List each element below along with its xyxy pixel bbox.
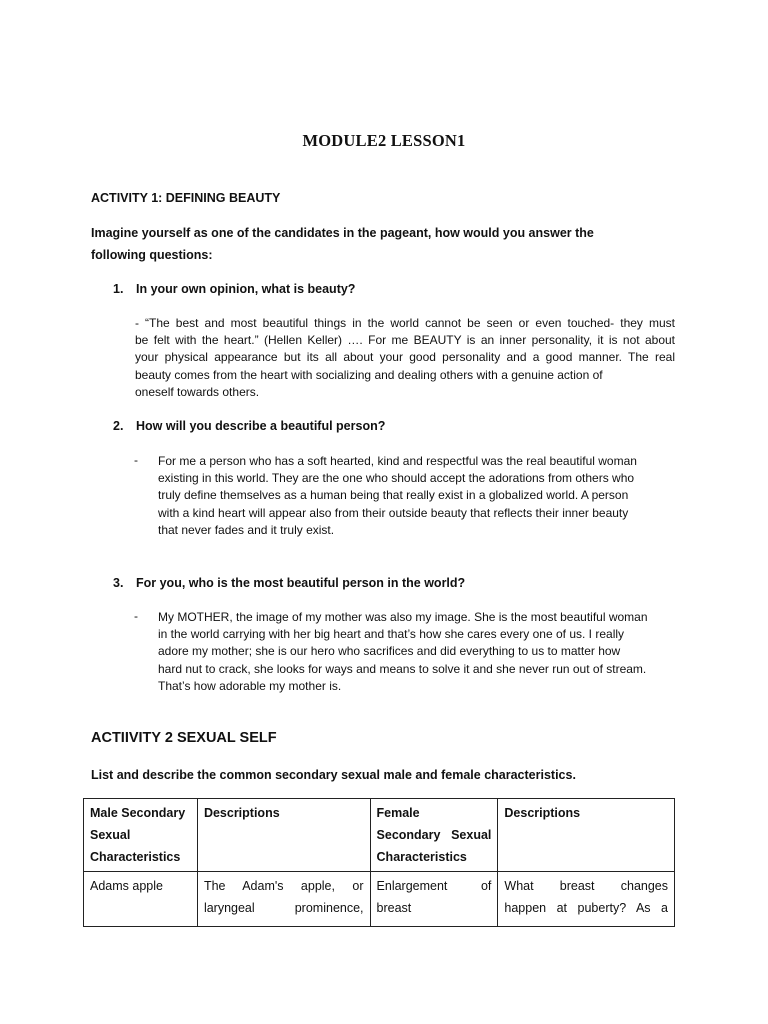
header-male-characteristics [84, 799, 198, 872]
question-number: 2. [113, 419, 124, 433]
question-1 [113, 282, 673, 300]
answer-line: that never fades and it truly exist. [158, 522, 335, 537]
cell-male-characteristic: Adams apple [84, 872, 198, 927]
answer-line: in the world carrying with her big heart and that’s how she cares every one of us. I really [158, 627, 625, 642]
answer-line: with a kind heart will appear also from their outside beauty that reflects their inner beauty [158, 505, 629, 520]
answer-line: truly define themselves as a human being that really exist in a globalized world. A person [158, 488, 629, 503]
answer-line: be felt with the heart.” (Hellen Keller) …. For me BEAUTY is an inner personality, it is not about [135, 333, 675, 348]
header-female-descriptions [498, 799, 675, 872]
header-line: Characteristics [376, 850, 467, 864]
question-number: 1. [113, 282, 124, 296]
question-text: For you, who is the most beautiful person in the world? [136, 576, 466, 590]
question-3 [113, 576, 673, 594]
header-line: Sexual [90, 828, 131, 842]
cell-line: What breast changes [504, 879, 668, 893]
activity1-prompt-line2: following questions: [91, 248, 213, 262]
header-female-characteristics [370, 799, 498, 872]
cell-line: laryngeal prominence, [203, 901, 364, 915]
header-line: Female [376, 806, 420, 820]
header-male-descriptions [197, 799, 370, 872]
sexual-characteristics-table [83, 798, 675, 927]
header-line: Descriptions [504, 806, 581, 820]
answer-line: your physical appearance but its all about your good personality and a good manner. The real [135, 350, 675, 365]
question-number: 3. [113, 576, 124, 590]
answer-line: That’s how adorable my mother is. [158, 678, 342, 693]
header-line: Characteristics [90, 850, 181, 864]
answer-line: My MOTHER, the image of my mother was also my image. She is the most beautiful woman [158, 610, 648, 624]
table-header-row [84, 799, 675, 872]
answer-2 [158, 453, 675, 539]
cell-line: breast [376, 901, 412, 915]
header-line: Secondary Sexual [376, 828, 492, 842]
cell-line: The Adam's apple, or [203, 879, 364, 893]
header-line: Male Secondary [90, 806, 186, 820]
question-text: How will you describe a beautiful person? [136, 419, 386, 433]
activity1-heading: ACTIVITY 1: DEFINING BEAUTY [91, 191, 281, 205]
answer-line: existing in this world. They are the one who should accept the adorations from others who [158, 471, 635, 486]
answer-line: oneself towards others. [135, 384, 260, 399]
activity2-prompt: List and describe the common secondary sexual male and female characteristics. [91, 768, 576, 782]
activity1-prompt-line1: Imagine yourself as one of the candidates in the pageant, how would you answer the [91, 226, 594, 240]
answer-3 [158, 609, 675, 695]
answer-line: beauty comes from the heart with socializing and dealing others with a genuine action of [135, 367, 603, 382]
cell-line: happen at puberty? As a [504, 901, 668, 915]
answer-line: hard nut to crack, she looks for ways and means to solve it and she never run out of stream. [158, 661, 647, 676]
activity2-heading: ACTIIVITY 2 SEXUAL SELF [91, 730, 277, 746]
answer-dash: - [134, 453, 138, 467]
table-row [84, 872, 675, 927]
answer-1 [135, 315, 675, 401]
answer-line: - “The best and most beautiful things in the world cannot be seen or even touched- they must [135, 316, 675, 330]
cell-female-description [498, 872, 675, 927]
answer-line: adore my mother; she is our hero who sacrifices and did everything to us to matter how [158, 644, 621, 659]
answer-line: For me a person who has a soft hearted, kind and respectful was the real beautiful woman [158, 454, 637, 468]
cell-line: Enlargement of [376, 879, 492, 893]
answer-dash: - [134, 609, 138, 623]
question-text: In your own opinion, what is beauty? [136, 282, 356, 296]
question-2 [113, 419, 673, 437]
page-title: MODULE2 LESSON1 [302, 131, 466, 150]
cell-male-description [197, 872, 370, 927]
header-line: Descriptions [203, 806, 280, 820]
activity1-prompt [91, 222, 594, 266]
cell-female-characteristic [370, 872, 498, 927]
